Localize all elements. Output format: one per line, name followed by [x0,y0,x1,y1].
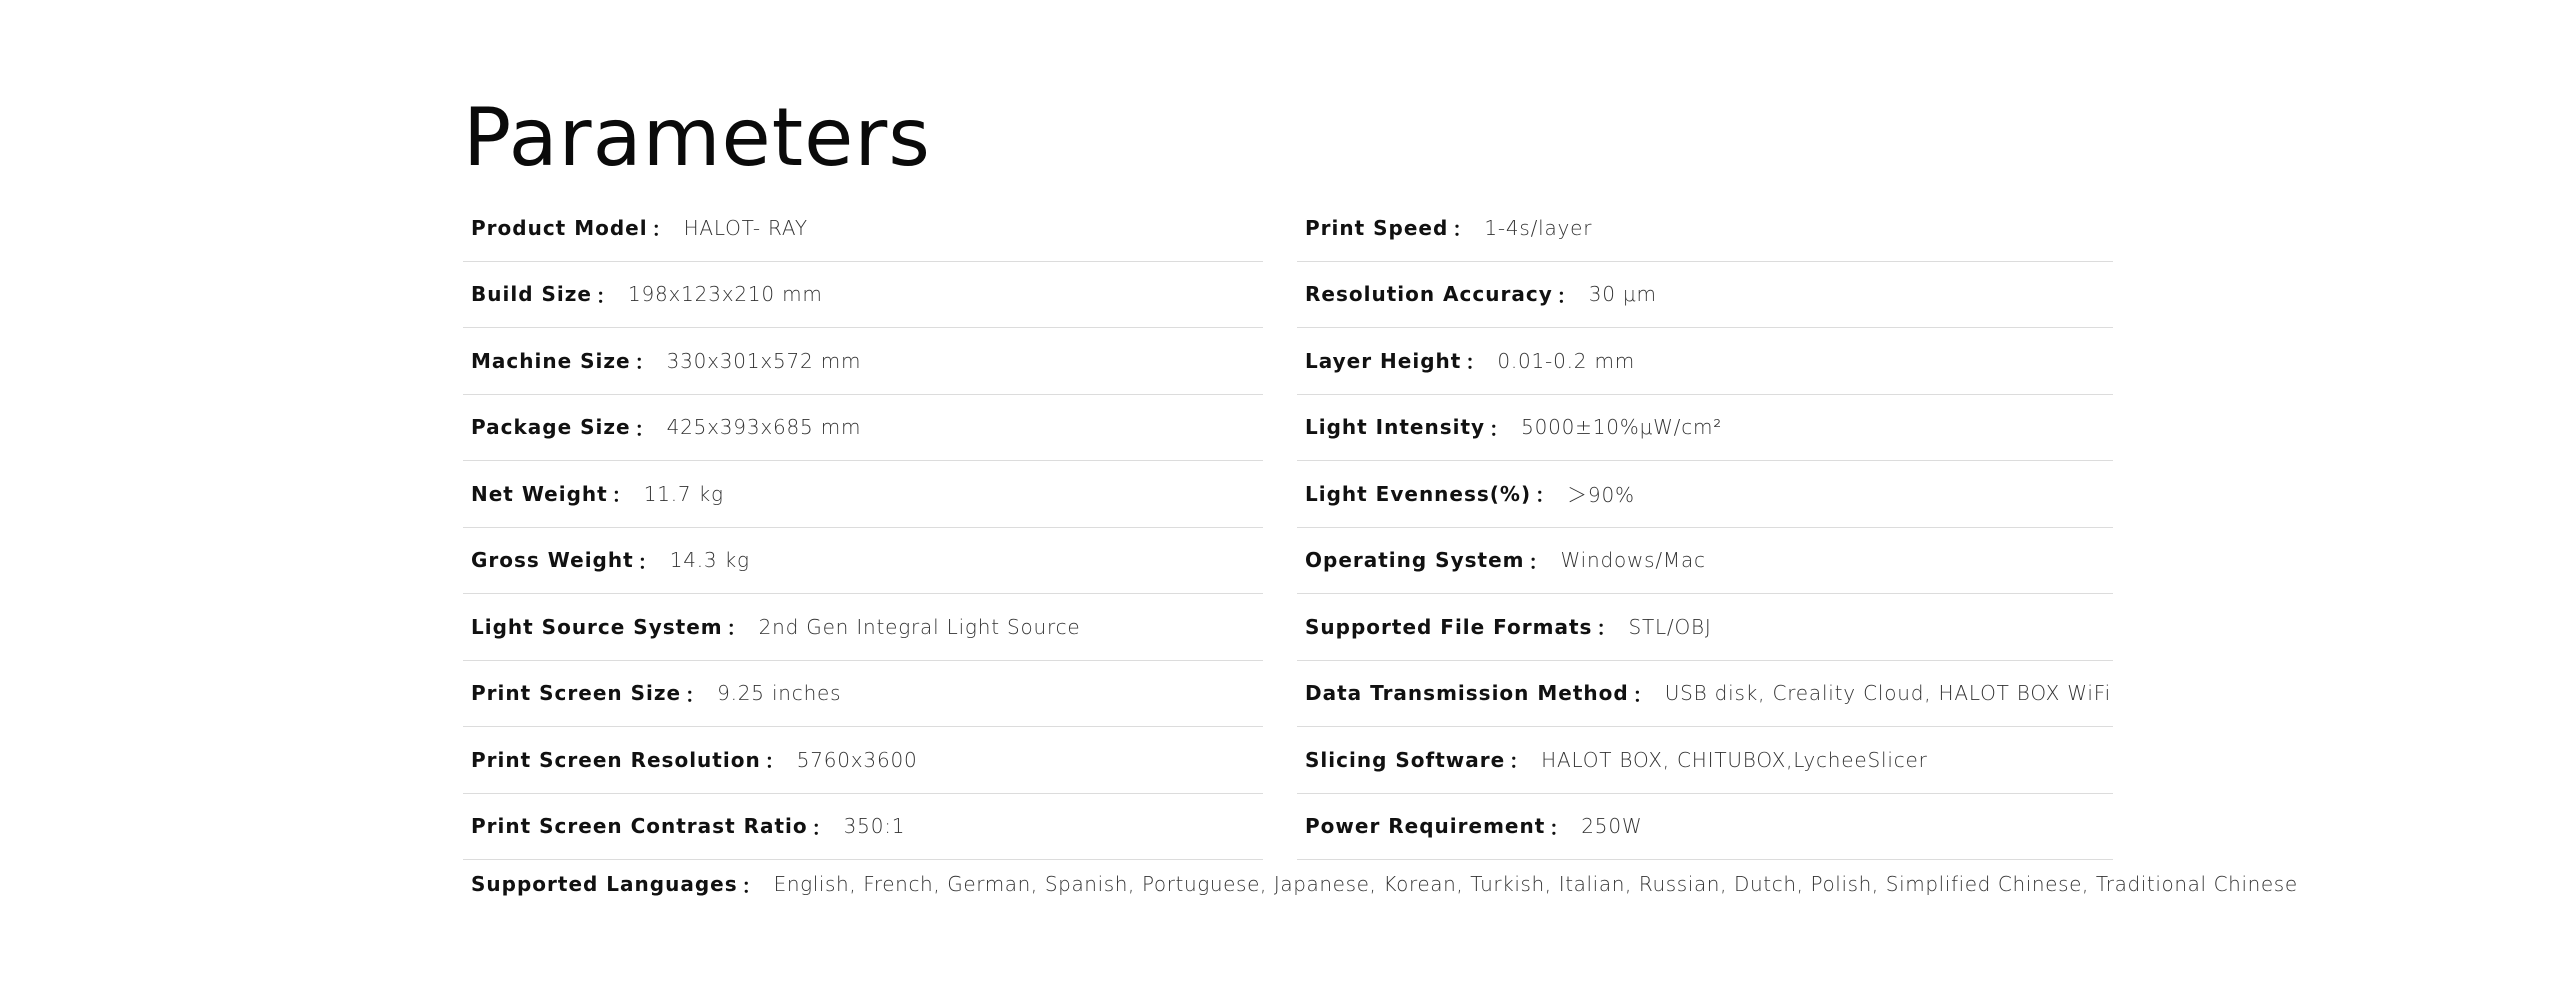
spec-value: English, French, German, Spanish, Portuguese, Japanese, Korean, Turkish, Italian, Russian, Dutch, Polish, Simplified Chinese, Traditional Chinese [773,872,2298,896]
spec-item-print-screen-resolution [463,727,1263,794]
spec-item-print-screen-contrast-ratio [463,794,1263,861]
spec-value: HALOT BOX, CHITUBOX,LycheeSlicer [1541,747,1928,772]
spec-value: 30 μm [1588,282,1657,307]
spec-value: 14.3 kg [669,548,750,573]
spec-label: Light Intensity [1305,415,1486,440]
spec-value: 5760x3600 [796,747,918,772]
spec-label: Package Size [471,415,631,440]
spec-value: 425x393x685 mm [666,415,862,440]
spec-value: Windows/Mac [1560,548,1706,573]
spec-item-print-screen-size [463,661,1263,728]
spec-label: Light Evenness(%) [1305,481,1532,506]
spec-row [463,528,2113,595]
spec-label: Print Screen Contrast Ratio [471,814,808,839]
spec-value: HALOT- RAY [683,215,808,240]
spec-label: Net Weight [471,481,608,506]
spec-item-layer-height [1297,328,2113,395]
spec-item-supported-languages [463,862,2298,906]
spec-item-resolution-accuracy [1297,262,2113,329]
spec-item-product-model [463,195,1263,262]
spec-colon: ： [741,873,762,898]
spec-label: Light Source System [471,614,723,639]
spec-value: 11.7 kg [643,481,724,506]
spec-item-light-evenness [1297,461,2113,528]
spec-label: Layer Height [1305,348,1462,373]
spec-label: Data Transmission Method [1305,681,1629,706]
spec-colon: ： [1535,483,1556,508]
spec-item-light-source-system [463,594,1263,661]
spec-colon: ： [811,815,832,840]
spec-value: STL/OBJ [1628,614,1712,639]
page-title: Parameters [463,91,931,184]
spec-label: Product Model [471,215,648,240]
spec-row [463,195,2113,262]
spec-value: USB disk, Creality Cloud, HALOT BOX WiFi [1664,681,2111,706]
spec-colon: ： [634,416,655,441]
spec-value: 5000±10%μW/cm² [1521,415,1723,440]
spec-item-package-size [463,395,1263,462]
spec-value: 0.01-0.2 mm [1497,348,1636,373]
spec-table [463,195,2113,860]
spec-value: 1-4s/layer [1484,215,1593,240]
spec-row [463,794,2113,861]
spec-value: 330x301x572 mm [666,348,862,373]
parameters-section [463,0,2298,1000]
spec-colon: ： [1528,549,1549,574]
spec-row [463,661,2113,728]
spec-label: Gross Weight [471,548,634,573]
spec-row [463,328,2113,395]
spec-row [463,594,2113,661]
spec-colon: ： [595,283,616,308]
spec-label: Supported Languages [471,872,738,896]
spec-colon: ： [726,616,747,641]
spec-colon: ： [637,549,658,574]
spec-item-supported-file-formats [1297,594,2113,661]
spec-colon: ： [1596,616,1617,641]
spec-label: Power Requirement [1305,814,1546,839]
spec-colon: ： [1549,815,1570,840]
spec-item-net-weight [463,461,1263,528]
spec-colon: ： [611,483,632,508]
spec-label: Resolution Accuracy [1305,282,1553,307]
spec-label: Print Speed [1305,215,1449,240]
spec-item-machine-size [463,328,1263,395]
spec-colon: ： [1509,749,1530,774]
spec-item-operating-system [1297,528,2113,595]
spec-row [463,727,2113,794]
spec-row [463,461,2113,528]
spec-value: 250W [1581,814,1643,839]
spec-item-power-requirement [1297,794,2113,861]
spec-item-data-transmission-method [1297,661,2113,728]
spec-colon: ： [1556,283,1577,308]
spec-colon: ： [1465,350,1486,375]
spec-label: Build Size [471,282,592,307]
spec-value: 198x123x210 mm [627,282,823,307]
spec-item-gross-weight [463,528,1263,595]
spec-colon: ： [651,217,672,242]
spec-item-print-speed [1297,195,2113,262]
spec-item-light-intensity [1297,395,2113,462]
spec-item-build-size [463,262,1263,329]
spec-label: Print Screen Size [471,681,682,706]
spec-row [463,395,2113,462]
spec-value: ＞90% [1567,483,1635,508]
spec-colon: ： [1489,416,1510,441]
spec-value: 350:1 [843,814,906,839]
spec-value: 2nd Gen Integral Light Source [758,614,1081,639]
spec-colon: ： [1632,682,1653,707]
spec-label: Slicing Software [1305,747,1506,772]
spec-value: 9.25 inches [717,681,842,706]
spec-colon: ： [764,749,785,774]
spec-row [463,262,2113,329]
spec-colon: ： [685,682,706,707]
spec-label: Print Screen Resolution [471,747,761,772]
spec-item-slicing-software [1297,727,2113,794]
spec-colon: ： [1452,217,1473,242]
spec-label: Machine Size [471,348,631,373]
spec-label: Supported File Formats [1305,614,1593,639]
spec-label: Operating System [1305,548,1525,573]
spec-colon: ： [634,350,655,375]
